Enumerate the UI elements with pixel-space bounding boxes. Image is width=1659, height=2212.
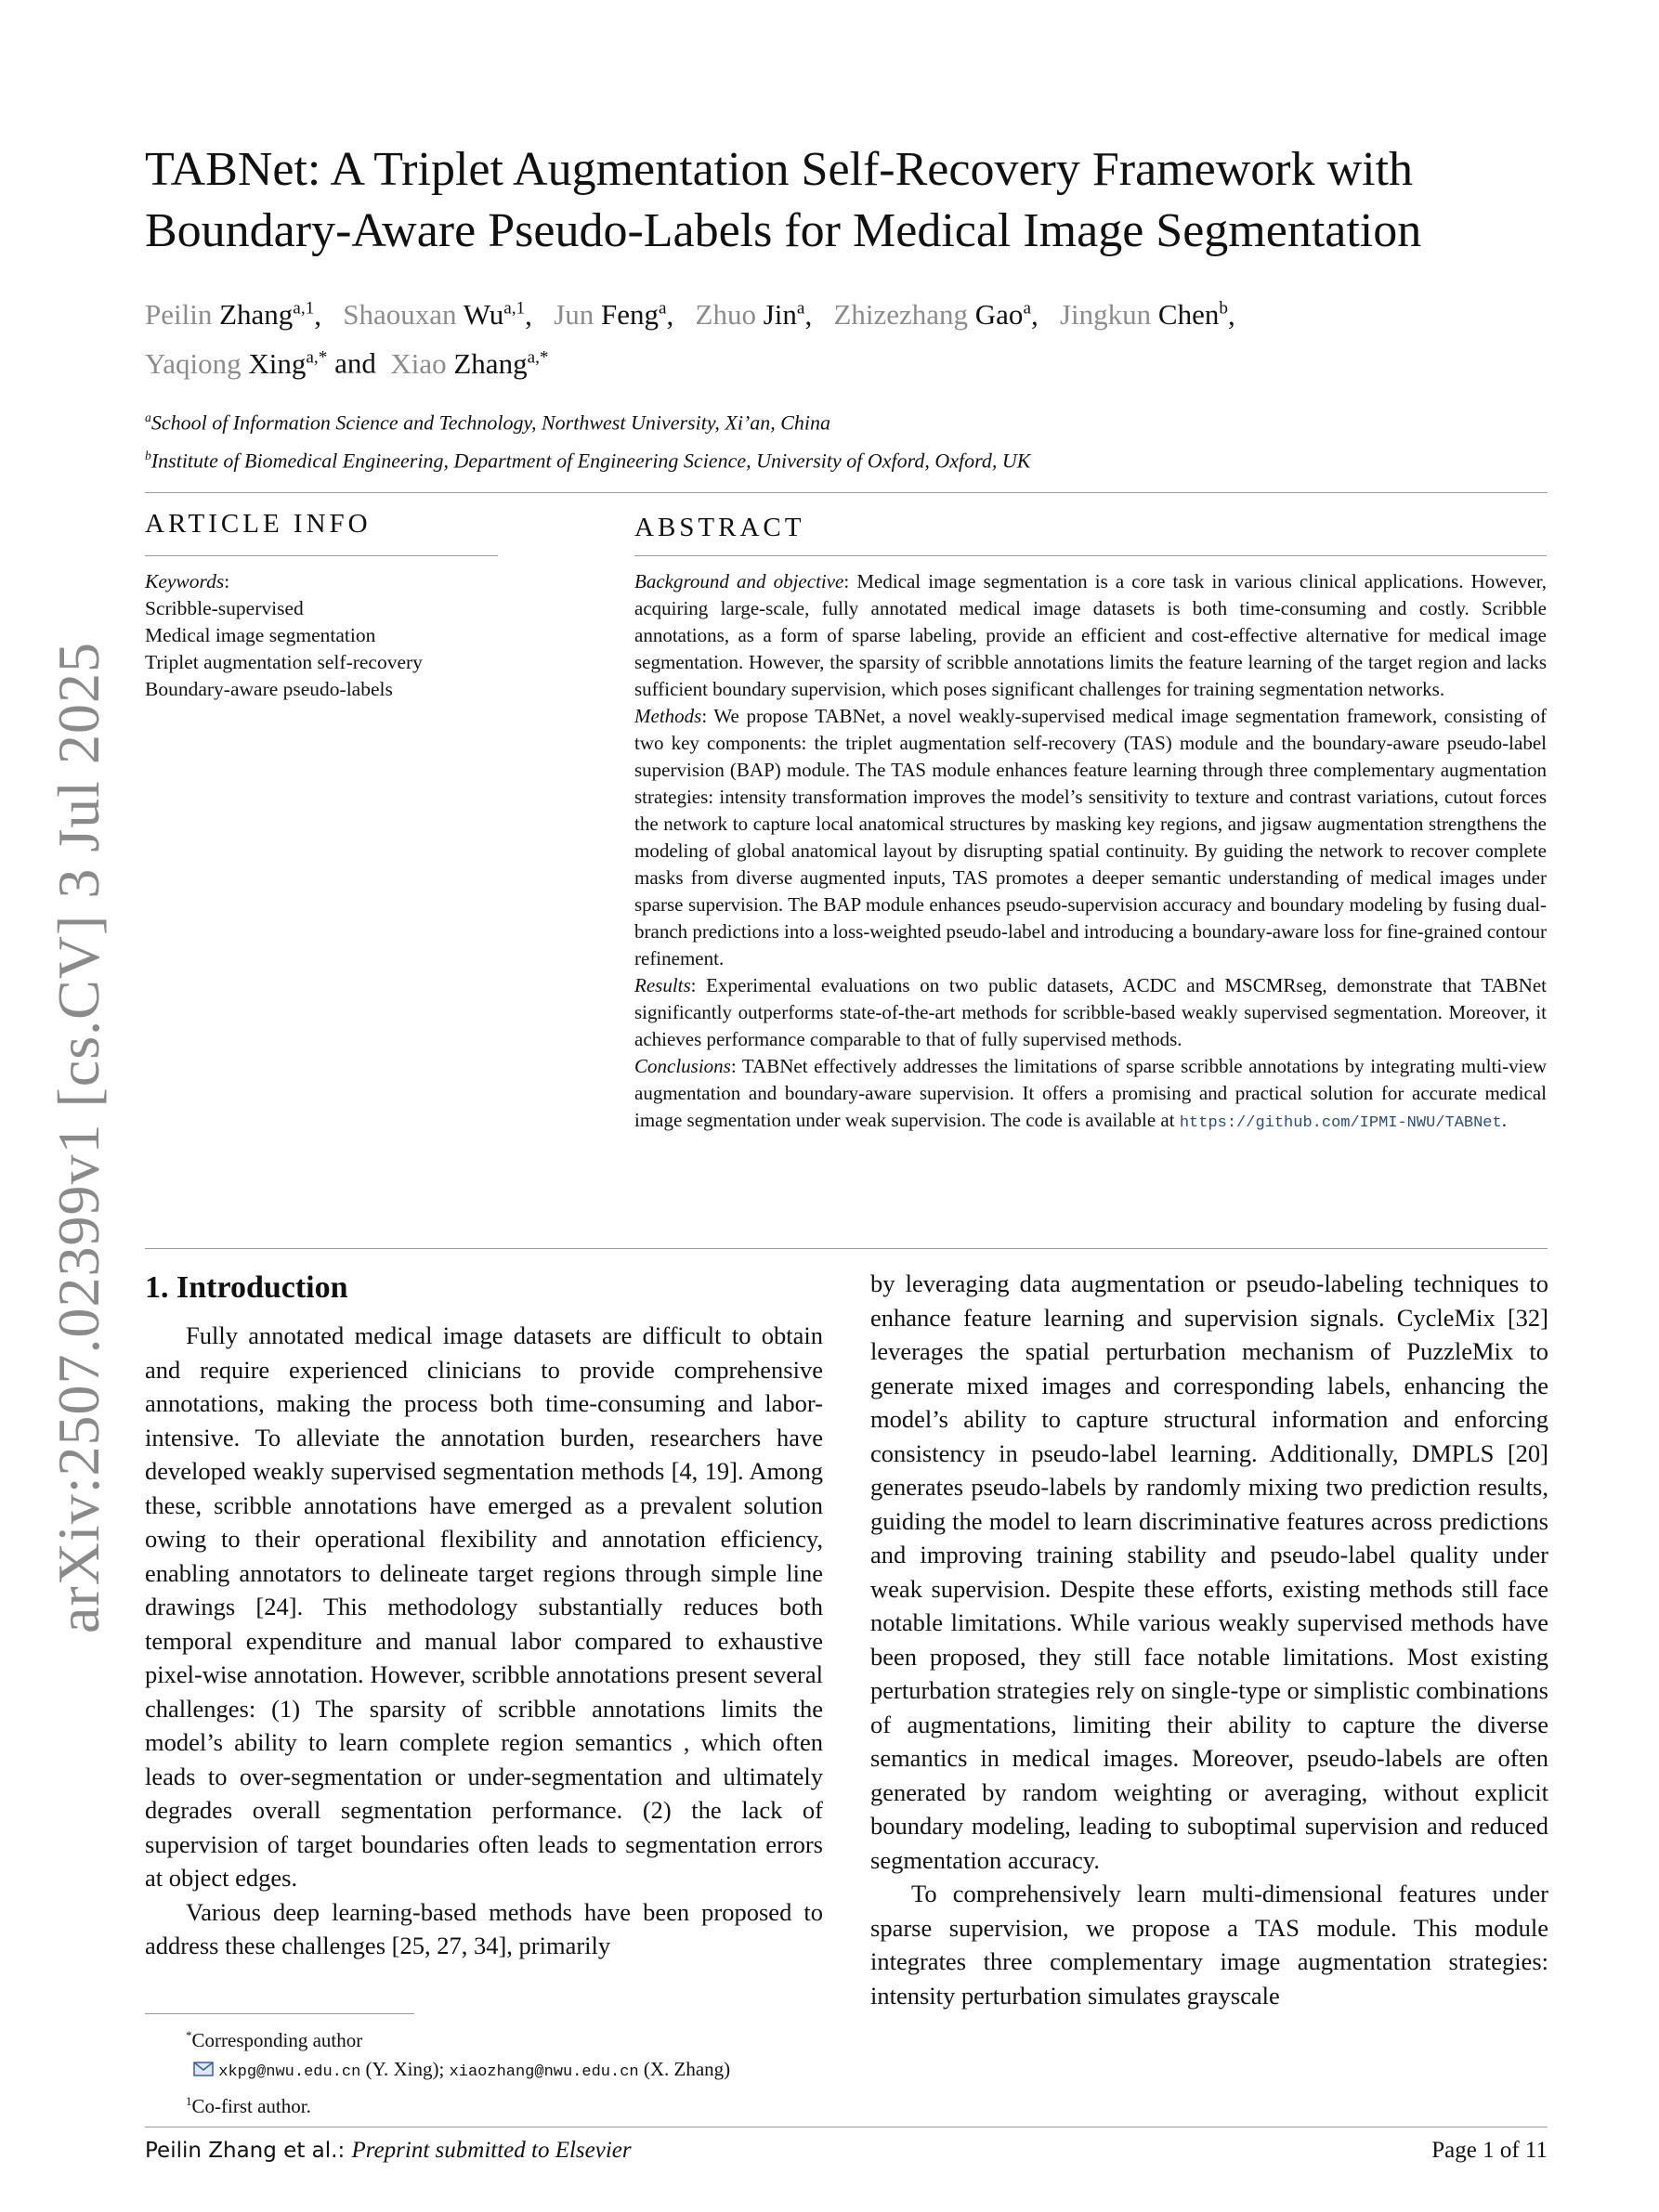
body-divider xyxy=(145,1248,1548,1249)
envelope-icon xyxy=(193,2061,214,2077)
intro-paragraph-3: by leveraging data augmentation or pseudo-labeling techniques to enhance feature learning and supervision signals. CycleMix [32] leverages the spatial perturbation mechanism of PuzzleMix to generate mixed images and corresponding labels, enhancing the model’s ability to capture structural information and enforcing consistency in pseudo-label learning. Additionally, DMPLS [20] generates pseudo-labels by randomly mixing two prediction results, guiding the model to learn discriminative features across predictions and improving training stability and pseudo-label quality under weak supervision. Despite these efforts, existing methods still face notable limitations. While various weakly supervised methods have been proposed, they still face notable limitations. Most existing perturbation strategies rely on single-type or simplistic combinations of augmentations, limiting their ability to capture the diverse semantics in medical images. Moreover, pseudo-labels are often generated by random weighting or averaging, without explicit boundary modeling, leading to suboptimal supervision and reduced segmentation accuracy. xyxy=(870,1269,1548,1874)
footnote-cofirst: $^1$Co-first author. xyxy=(186,2094,311,2117)
keyword: Medical image segmentation xyxy=(145,624,376,646)
keywords: Keywords: Scribble-supervised Medical image segmentation Triplet augmentation self-recovery Boundary-aware pseudo-labels xyxy=(145,568,535,703)
author[interactable]: Peilin Zhang$^{a,1}$ xyxy=(145,298,315,332)
article-info-heading: ARTICLE INFO xyxy=(145,509,372,539)
intro-paragraph-4: To comprehensively learn multi-dimensional features under sparse supervision, we propose a TAS module. This module integrates three complementary image augmentation strategies: intensity perturbation simulates grayscale xyxy=(870,1880,1548,2010)
author[interactable]: Yaqiong Xing$^{a,*}$ xyxy=(145,346,328,380)
author[interactable]: Jingkun Chen$^b$ xyxy=(1059,298,1228,332)
page-number: Page 1 of 11 xyxy=(1431,2138,1548,2163)
email-link[interactable]: xiaozhang@nwu.edu.cn xyxy=(449,2063,639,2081)
section-heading-introduction: 1. Introduction xyxy=(145,1270,348,1305)
affiliation: $^b$Institute of Biomedical Engineering, Department of Engineering Science, University of Oxford, Oxford, UK xyxy=(145,449,1031,473)
keyword: Scribble-supervised xyxy=(145,597,304,619)
author-list: Peilin Zhang$^{a,1}$, Shaouxan Wu$^{a,1}$, Jun Feng$^a$, Zhuo Jin$^a$, Zhizezhang Gao$^a$, Jingkun Chen$^b$, Yaqiong Xing$^{a,*}$ and Xiao Zhang$^{a,*}$ xyxy=(145,298,1235,380)
abstract-methods: Methods: We propose TABNet, a novel weakly-supervised medical image segmentation framework, consisting of two key components: the triplet augmentation self-recovery (TAS) module and the boundary-aware pseudo-label supervision (BAP) module. The TAS module enhances feature learning through three complementary augmentation strategies: intensity transformation improves the model’s sensitivity to texture and contrast variations, cutout forces the network to capture local anatomical structures by masking key regions, and jigsaw augmentation strengthens the modeling of global anatomical layout by disrupting spatial continuity. By guiding the network to recover complete masks from diverse augmented inputs, TAS promotes a deeper semantic understanding of medical images under sparse supervision. The BAP module enhances pseudo-supervision accuracy and boundary modeling by fusing dual-branch predictions into a loss-weighted pseudo-label and introducing a boundary-aware loss for fine-grained contour refinement. xyxy=(634,705,1547,969)
affiliations xyxy=(145,401,1538,478)
author[interactable]: Jun Feng$^a$ xyxy=(554,298,667,332)
footnote-emails: xkpg@nwu.edu.cn (Y. Xing); xiaozhang@nwu.edu.cn (X. Zhang) xyxy=(145,2055,832,2087)
page-footer: Peilin Zhang et al.: Preprint submitted to Elsevier Page 1 of 11 xyxy=(145,2138,1548,2163)
left-column xyxy=(145,1319,823,1963)
title-line-1: TABNet: A Triplet Augmentation Self-Recovery Framework with xyxy=(145,143,1414,196)
footer-venue: Preprint submitted to Elsevier xyxy=(351,2138,632,2163)
affiliation: $^a$School of Information Science and Technology, Northwest University, Xi’an, China xyxy=(145,410,831,435)
keyword: Triplet augmentation self-recovery xyxy=(145,651,423,673)
footnotes xyxy=(145,2021,832,2121)
abstract-background: Background and objective: Medical image segmentation is a core task in various clinical applications. However, acquiring large-scale, fully annotated medical image datasets is both time-consuming and costly. Scribble annotations, as a form of sparse labeling, provide an efficient and cost-effective alternative for medical image segmentation. However, the sparsity of scribble annotations limits the feature learning of the target region and lacks sufficient boundary supervision, which poses significant challenges for training segmentation networks. xyxy=(634,570,1547,700)
author[interactable]: Zhizezhang Gao$^a$ xyxy=(833,298,1031,332)
footnote-divider xyxy=(145,2013,414,2014)
author[interactable]: Shaouxan Wu$^{a,1}$ xyxy=(343,298,526,332)
arxiv-stamp xyxy=(23,641,135,1634)
paper-title xyxy=(145,139,1538,262)
keywords-label: Keywords xyxy=(145,570,225,592)
code-link[interactable]: https://github.com/IPMI-NWU/TABNet xyxy=(1179,1114,1502,1132)
abstract-divider xyxy=(634,555,1547,556)
right-column xyxy=(870,1267,1548,2012)
header-divider xyxy=(145,492,1548,493)
footer-author: Peilin Zhang et al. xyxy=(145,2139,338,2163)
author[interactable]: Xiao Zhang$^{a,*}$ xyxy=(390,346,549,380)
article-info-divider xyxy=(145,555,498,556)
author[interactable]: Zhuo Jin$^a$ xyxy=(695,298,805,332)
abstract-conclusions: Conclusions: TABNet effectively addresses the limitations of sparse scribble annotations by integrating multi-view augmentation and boundary-aware supervision. It offers a promising and practical solution for accurate medical image segmentation under weak supervision. The code is available at https://github.com/IPMI-NWU/TABNet. xyxy=(634,1055,1547,1132)
abstract-results: Results: Experimental evaluations on two public datasets, ACDC and MSCMRseg, demonstrate that TABNet significantly outperforms state-of-the-art methods for scribble-based weakly supervised segmentation. Moreover, it achieves performance comparable to that of fully supervised methods. xyxy=(634,974,1547,1050)
intro-paragraph-2: Various deep learning-based methods have been proposed to address these challenges [25, 27, 34], primarily xyxy=(145,1897,823,1959)
arxiv-stamp-text: arXiv:2507.02399v1 [cs.CV] 3 Jul 2025 xyxy=(46,641,111,1634)
email-link[interactable]: xkpg@nwu.edu.cn xyxy=(218,2063,361,2081)
intro-paragraph-1: Fully annotated medical image datasets are difficult to obtain and require experienced clinicians to provide comprehensive annotations, making the process both time-consuming and labor-intensive. To alleviate the annotation burden, researchers have developed weakly supervised segmentation methods [4, 19]. Among these, scribble annotations have emerged as a prevalent solution owing to their operational flexibility and annotation efficiency, enabling annotators to delineate target regions through simple line drawings [24]. This methodology substantially reduces both temporal expenditure and manual labor compared to exhaustive pixel-wise annotation. However, scribble annotations present several challenges: (1) The sparsity of scribble annotations limits the model’s ability to learn complete region semantics , which often leads to over-segmentation or under-segmentation and ultimately degrades overall segmentation performance. (2) the lack of supervision of target boundaries often leads to segmentation errors at object edges. xyxy=(145,1321,823,1892)
footnote-corresponding: *Corresponding author xyxy=(186,2028,363,2051)
keyword: Boundary-aware pseudo-labels xyxy=(145,678,393,700)
title-line-2: Boundary-Aware Pseudo-Labels for Medical Image Segmentation xyxy=(145,204,1422,257)
abstract-heading: ABSTRACT xyxy=(634,513,805,542)
abstract-body xyxy=(634,568,1547,1137)
